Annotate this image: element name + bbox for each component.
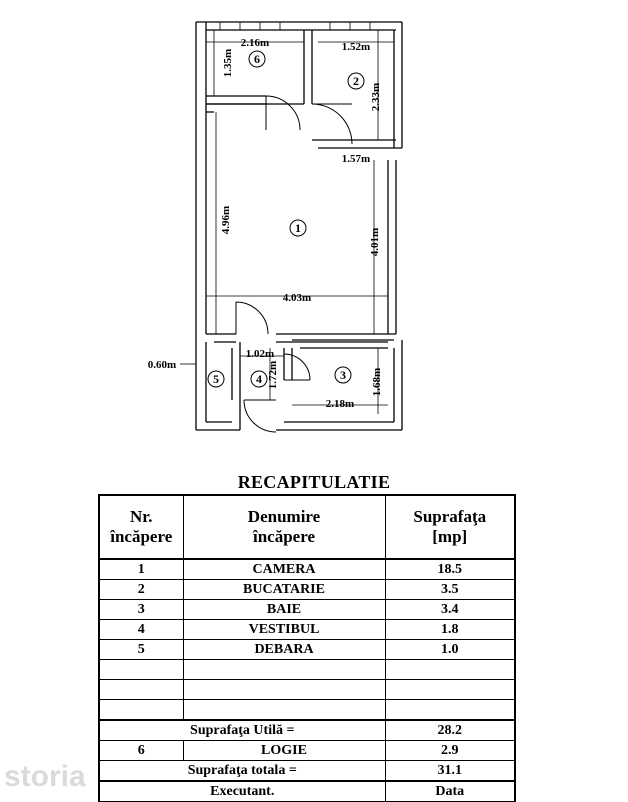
row-name: DEBARA bbox=[183, 640, 385, 660]
table-row bbox=[99, 620, 515, 640]
row-nr: 5 bbox=[99, 640, 183, 660]
door-bath bbox=[284, 354, 310, 380]
wall-bottom bbox=[196, 422, 402, 430]
dim-bath-height: 1.68m bbox=[371, 367, 383, 397]
dim-kitchen-height: 2.33m bbox=[370, 82, 382, 112]
total-label: Suprafaţa totala = bbox=[99, 761, 385, 782]
wall-top-logia bbox=[196, 22, 402, 30]
svg-text:1 bbox=[295, 221, 301, 235]
room-number-3: 3 bbox=[340, 368, 346, 382]
dim-kitchen-width: 1.52m bbox=[341, 41, 371, 53]
dim-wall: 0.60m bbox=[147, 359, 177, 371]
wall-left bbox=[196, 22, 206, 430]
row-area: 3.4 bbox=[385, 600, 515, 620]
room-number-4: 4 bbox=[256, 372, 262, 386]
wall-right-lower bbox=[388, 160, 396, 334]
table-row bbox=[99, 600, 515, 620]
header-name: Denumire încăpere bbox=[183, 495, 385, 559]
door-kitchen bbox=[312, 104, 352, 144]
row-area: 3.5 bbox=[385, 580, 515, 600]
row-area: 18.5 bbox=[385, 559, 515, 580]
executant-row bbox=[99, 781, 515, 802]
table-row-empty bbox=[99, 660, 515, 680]
watermark: storia bbox=[4, 760, 86, 793]
dim-kitchen-bottom: 1.57m bbox=[341, 153, 371, 165]
wall-logia-bottom bbox=[206, 96, 266, 104]
dim-room-height: 4.96m bbox=[220, 205, 232, 235]
svg-text:1.72m bbox=[267, 361, 279, 389]
svg-text:4 bbox=[256, 372, 262, 386]
window-logia bbox=[220, 22, 370, 30]
table-row bbox=[99, 580, 515, 600]
svg-text:2.16m bbox=[241, 37, 269, 49]
dim-hall-height: 1.72m bbox=[267, 360, 279, 390]
row-nr: 4 bbox=[99, 620, 183, 640]
room-number-6: 6 bbox=[254, 52, 260, 66]
util-value: 28.2 bbox=[385, 720, 515, 741]
row-name: VESTIBUL bbox=[183, 620, 385, 640]
svg-text:0.60m bbox=[148, 359, 176, 371]
svg-text:3 bbox=[340, 368, 346, 382]
executant-label: Executant. bbox=[99, 781, 385, 802]
svg-text:1.68m bbox=[371, 368, 383, 396]
logie-row bbox=[99, 741, 515, 761]
door-room bbox=[236, 302, 268, 334]
svg-text:2.33m bbox=[370, 83, 382, 111]
wall-right bbox=[394, 22, 402, 148]
door-logia bbox=[266, 96, 300, 130]
dim-room-width: 4.03m bbox=[282, 292, 312, 304]
header-nr: Nr. încăpere bbox=[99, 495, 183, 559]
dim-logia-width: 2.16m bbox=[240, 37, 270, 49]
svg-text:2.18m bbox=[326, 398, 354, 410]
wall-kitchen-bottom bbox=[312, 140, 402, 148]
logie-nr: 6 bbox=[99, 741, 183, 761]
wall-bath-top bbox=[292, 340, 394, 348]
row-area: 1.0 bbox=[385, 640, 515, 660]
row-nr: 2 bbox=[99, 580, 183, 600]
dim-bath-width: 2.18m bbox=[325, 398, 355, 410]
svg-text:1.52m bbox=[342, 41, 370, 53]
door-entry bbox=[244, 400, 276, 432]
svg-text:5 bbox=[213, 372, 219, 386]
wall-right-bottom bbox=[394, 340, 402, 430]
wall-kitchen-left bbox=[304, 30, 312, 104]
recap-table bbox=[98, 494, 516, 802]
wall-bath-left bbox=[284, 348, 292, 380]
table-row bbox=[99, 640, 515, 660]
recap-table-container bbox=[98, 494, 514, 798]
row-name: BAIE bbox=[183, 600, 385, 620]
recap-title: RECAPITULATIE bbox=[237, 472, 391, 492]
svg-text:4.03m bbox=[283, 292, 311, 304]
row-area: 1.8 bbox=[385, 620, 515, 640]
room-number-5: 5 bbox=[213, 372, 219, 386]
room-number-1: 1 bbox=[295, 221, 301, 235]
row-name: CAMERA bbox=[183, 559, 385, 580]
row-nr: 1 bbox=[99, 559, 183, 580]
total-value: 31.1 bbox=[385, 761, 515, 782]
wall-room-bottom bbox=[206, 334, 396, 342]
util-row bbox=[99, 720, 515, 741]
util-label: Suprafaţa Utilă = bbox=[99, 720, 385, 741]
row-name: BUCATARIE bbox=[183, 580, 385, 600]
table-row-empty bbox=[99, 700, 515, 721]
dim-room-height-right: 4.01m bbox=[369, 227, 381, 257]
svg-text:2 bbox=[353, 74, 359, 88]
header-area: Suprafaţa [mp] bbox=[385, 495, 515, 559]
data-label: Data bbox=[385, 781, 515, 802]
svg-text:1.35m bbox=[222, 49, 234, 77]
table-header-row bbox=[99, 495, 515, 559]
svg-text:1.02m bbox=[246, 348, 274, 360]
table-row bbox=[99, 559, 515, 580]
logie-area: 2.9 bbox=[385, 741, 515, 761]
dim-logia-height: 1.35m bbox=[222, 48, 234, 78]
svg-text:4.96m bbox=[220, 206, 232, 234]
svg-text:6 bbox=[254, 52, 260, 66]
row-nr: 3 bbox=[99, 600, 183, 620]
logie-name: LOGIE bbox=[183, 741, 385, 761]
room-number-2: 2 bbox=[353, 74, 359, 88]
table-row-empty bbox=[99, 680, 515, 700]
dim-hall-width: 1.02m bbox=[245, 348, 275, 360]
total-row bbox=[99, 761, 515, 782]
svg-text:1.57m bbox=[342, 153, 370, 165]
svg-text:4.01m bbox=[369, 228, 381, 256]
